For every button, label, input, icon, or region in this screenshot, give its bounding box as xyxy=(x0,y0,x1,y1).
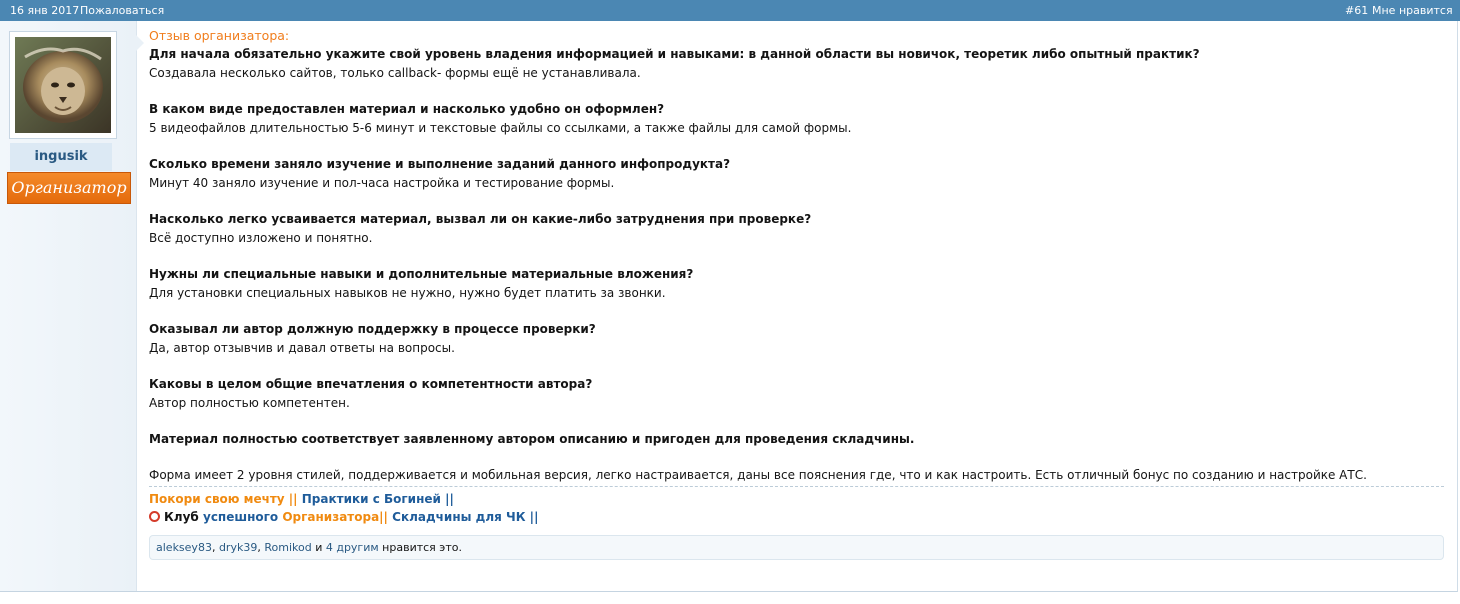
liker-link[interactable]: dryk39 xyxy=(218,541,258,554)
signature-club-organizer[interactable]: Организатора|| xyxy=(282,510,388,524)
liker-link[interactable]: Romikod xyxy=(264,541,312,554)
user-info-panel xyxy=(0,21,137,591)
post-number-link[interactable]: #61 xyxy=(1345,4,1369,17)
question-3: Сколько времени заняло изучение и выполнение заданий данного инфопродукта? xyxy=(149,157,731,171)
gear-icon xyxy=(149,511,160,522)
review-title: Отзыв организатора: xyxy=(149,28,290,43)
answer-6: Да, автор отзывчив и давал ответы на вопросы. xyxy=(149,341,455,355)
likes-and: и xyxy=(315,541,323,554)
rank-badge: Организатор xyxy=(7,172,131,204)
question-6: Оказывал ли автор должную поддержку в процессе проверки? xyxy=(149,322,596,336)
signature-separator xyxy=(149,486,1444,487)
signature-line-1 xyxy=(149,490,454,508)
like-button[interactable]: Мне нравится xyxy=(1372,4,1453,17)
summary-text: Форма имеет 2 уровня стилей, поддерживается и мобильная версия, легко настраивается, даны все пояснения где, что и как настроить. Есть отличный бонус по созданию и настройке АТС. xyxy=(149,468,1367,482)
question-2: В каком виде предоставлен материал и насколько удобно он оформлен? xyxy=(149,102,665,116)
signature-link-skladchiny[interactable]: Складчины для ЧК || xyxy=(392,510,539,524)
avatar[interactable] xyxy=(15,37,111,133)
signature-link-dream[interactable]: Покори свою мечту || xyxy=(149,492,298,506)
avatar-frame[interactable] xyxy=(9,31,117,139)
username-link[interactable]: ingusik xyxy=(10,143,112,171)
likes-others-link[interactable]: 4 другим xyxy=(325,541,379,554)
question-7: Каковы в целом общие впечатления о компетентности автора? xyxy=(149,377,593,391)
message-body xyxy=(149,26,1444,485)
answer-2: 5 видеофайлов длительностью 5-6 минут и текстовые файлы со ссылками, а также файлы для самой формы. xyxy=(149,121,852,135)
answer-1: Создавала несколько сайтов, только callback- формы ещё не устанавливала. xyxy=(149,66,641,80)
signature-club-successful[interactable]: успешного xyxy=(203,510,279,524)
question-5: Нужны ли специальные навыки и дополнительные материальные вложения? xyxy=(149,267,694,281)
post-date: 16 янв 2017 xyxy=(10,4,80,17)
panel-arrow xyxy=(136,35,144,51)
answer-3: Минут 40 заняло изучение и пол-часа настройка и тестирование формы. xyxy=(149,176,615,190)
report-link[interactable]: Пожаловаться xyxy=(80,4,165,17)
answer-4: Всё доступно изложено и понятно. xyxy=(149,231,373,245)
answer-7: Автор полностью компетентен. xyxy=(149,396,350,410)
signature-club-label[interactable]: Клуб xyxy=(164,510,199,524)
post-header-bar xyxy=(0,0,1460,21)
signature-line-2 xyxy=(149,508,538,526)
question-1: Для начала обязательно укажите свой уровень владения информацией и навыками: в данной области вы новичок, теоретик либо опытный практик? xyxy=(149,47,1200,61)
question-4: Насколько легко усваивается материал, вызвал ли он какие-либо затруднения при проверке? xyxy=(149,212,812,226)
liker-link[interactable]: aleksey83 xyxy=(156,541,212,554)
answer-5: Для установки специальных навыков не нужно, нужно будет платить за звонки. xyxy=(149,286,666,300)
likes-suffix: нравится это. xyxy=(382,541,462,554)
signature-link-practices[interactable]: Практики с Богиней || xyxy=(301,492,454,506)
likes-summary: aleksey83, dryk39, Romikod и 4 другим нравится это. xyxy=(149,535,1444,560)
final-verdict: Материал полностью соответствует заявленному автором описанию и пригоден для проведения складчины. xyxy=(149,432,915,446)
